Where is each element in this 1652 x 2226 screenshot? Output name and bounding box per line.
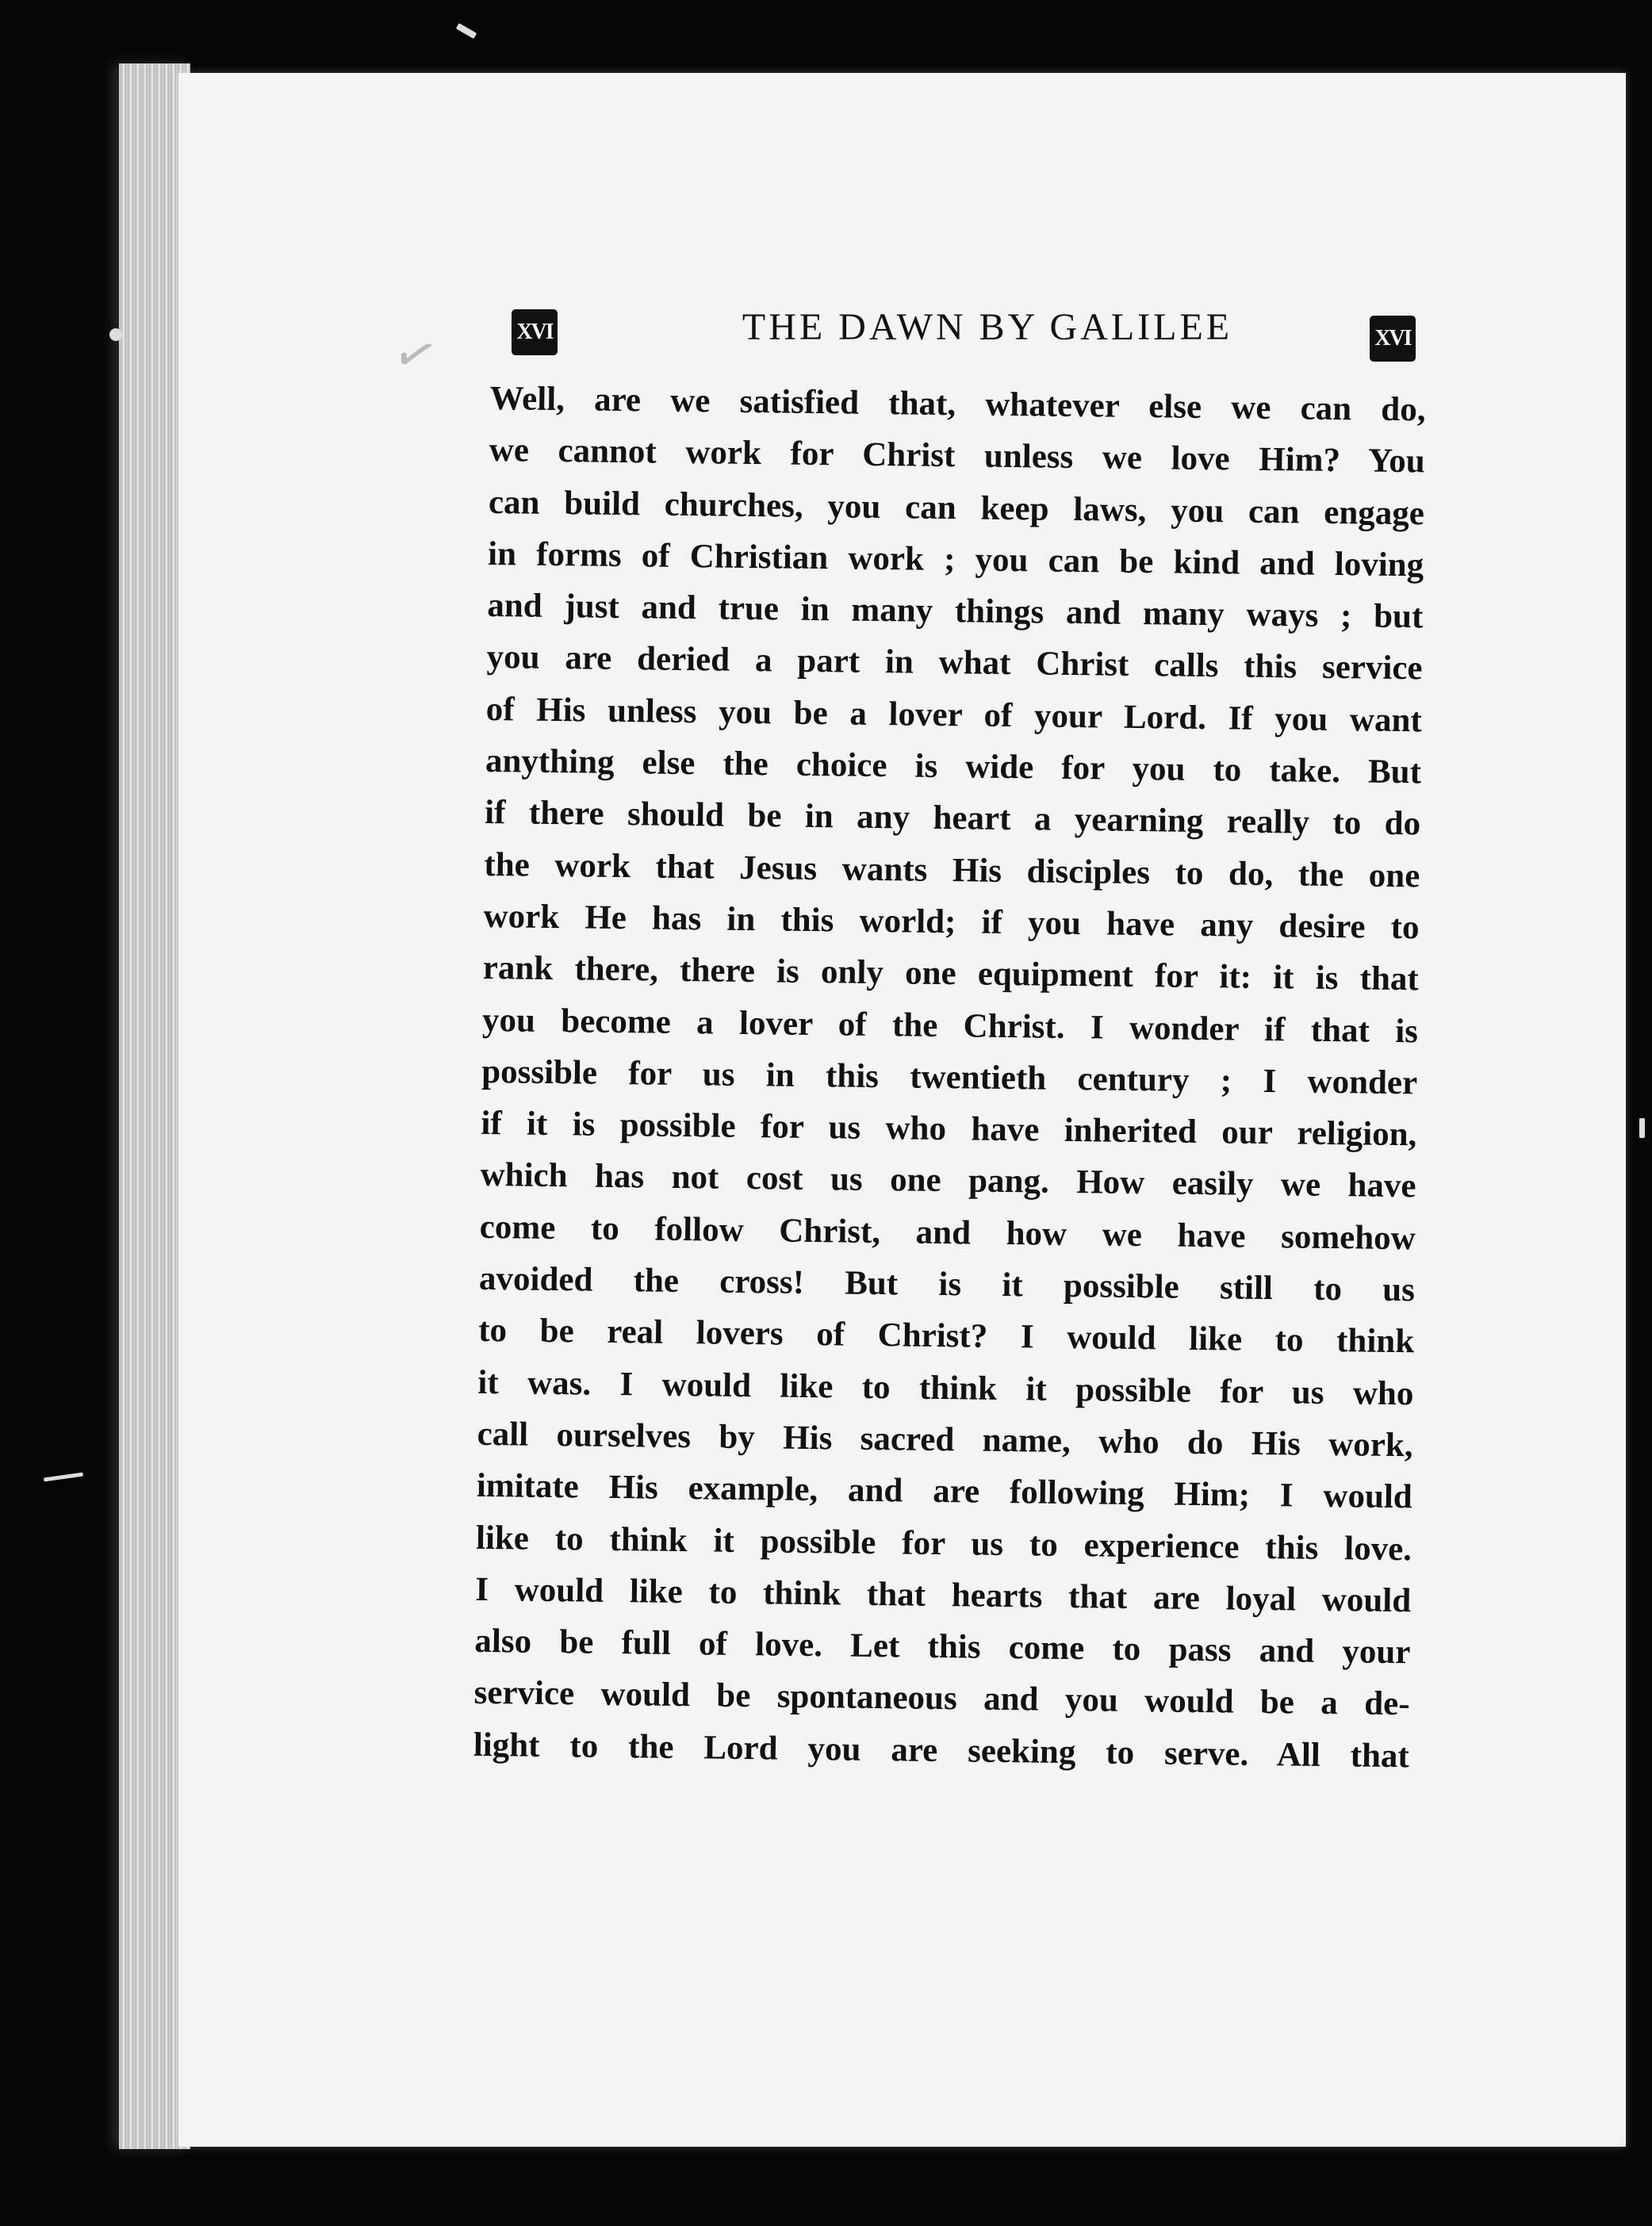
scan-speck	[109, 328, 122, 341]
text-line: of His unless you be a lover of your Lord. If you want	[485, 690, 1423, 740]
text-line: imitate His example, and are following Him; I would	[476, 1467, 1413, 1516]
scan-speck	[456, 23, 477, 39]
text-line: the work that Jesus wants His disciples to do, the one	[484, 845, 1420, 895]
scan-speck	[1639, 1118, 1645, 1138]
text-line: Well, are we satisfied that, whatever else we can do,	[489, 379, 1426, 429]
text-line: work He has in this world; if you have any desire to	[483, 897, 1420, 947]
text-line: to be real lovers of Christ? I would like to think	[477, 1312, 1415, 1361]
text-line: can build churches, you can keep laws, you can engage	[488, 483, 1425, 532]
text-line: anything else the choice is wide for you to take. But	[485, 742, 1422, 791]
page-header	[512, 305, 1439, 361]
text-line: we cannot work for Christ unless we love Him? You	[489, 431, 1426, 481]
page-body-text	[473, 373, 1425, 1782]
text-line: like to think it possible for us to experience this love.	[475, 1519, 1412, 1568]
text-line: if there should be in any heart a yearning really to do	[484, 794, 1421, 843]
text-line: and just and true in many things and many ways ; but	[487, 587, 1424, 636]
text-line: it was. I would like to think it possible for us who	[477, 1363, 1414, 1412]
text-line: come to follow Christ, and how we have somehow	[479, 1208, 1416, 1258]
text-line: you are deried a part in what Christ calls this service	[486, 638, 1423, 688]
text-line: which has not cost us one pang. How easily we have	[480, 1156, 1416, 1205]
text-line: I would like to think that hearts that are loyal would	[474, 1570, 1412, 1620]
text-line: light to the Lord you are seeking to serve. All that	[473, 1726, 1410, 1776]
text-line: you become a lover of the Christ. I wonder if that is	[481, 1001, 1419, 1050]
right-ornament-icon: XVI	[1370, 316, 1416, 362]
text-line: if it is possible for us who have inherited our religion,	[481, 1105, 1417, 1154]
margin-check-mark: ✓	[385, 320, 445, 390]
text-line: rank there, there is only one equipment for it: it is that	[482, 949, 1420, 998]
scan-speck	[44, 1473, 83, 1482]
text-line: call ourselves by His sacred name, who do His work,	[477, 1415, 1413, 1465]
running-head-title: THE DAWN BY GALILEE	[742, 306, 1233, 348]
text-line: in forms of Christian work ; you can be kind and loving	[487, 534, 1424, 584]
text-line: possible for us in this twentieth century ; I wonder	[481, 1052, 1418, 1102]
text-line: avoided the cross! But is it possible still to us	[478, 1259, 1416, 1309]
text-line: service would be spontaneous and you would be a de-	[473, 1674, 1410, 1723]
left-ornament-icon: XVI	[512, 309, 558, 355]
text-line: also be full of love. Let this come to pass and your	[474, 1623, 1411, 1672]
